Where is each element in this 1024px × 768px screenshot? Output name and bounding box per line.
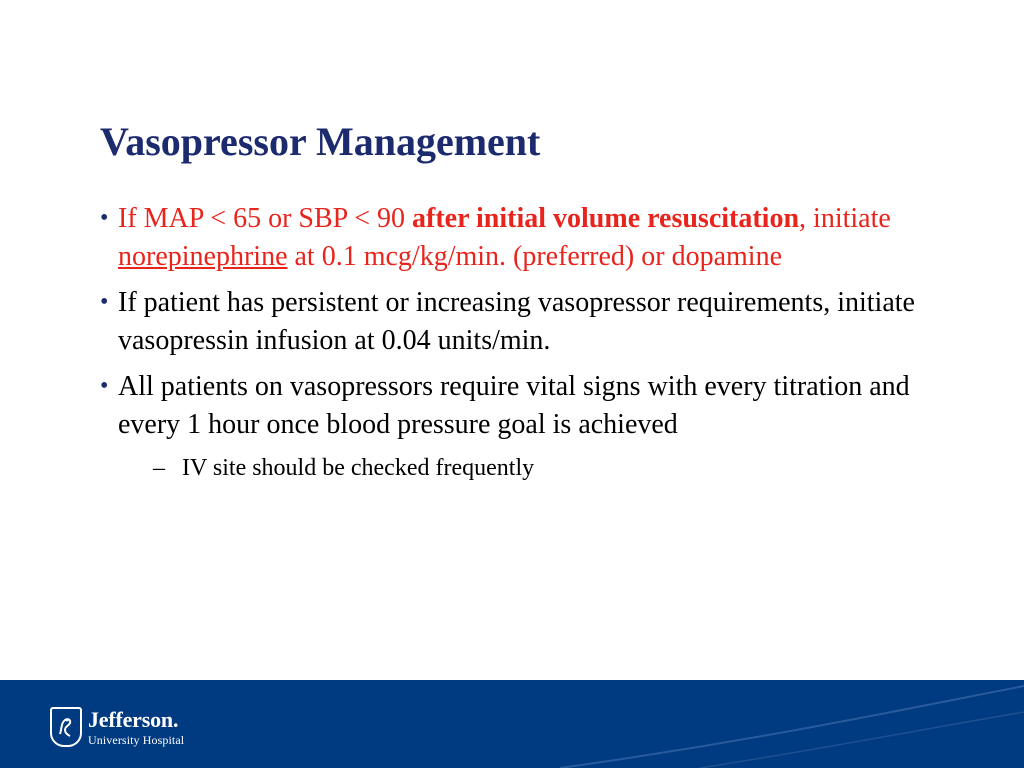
- bullet-marker: •: [100, 373, 109, 399]
- bullet-item: [100, 284, 920, 360]
- bullet-text: All patients on vasopressors require vital signs with every titration and every 1 hour once blood pressure goal is achieved: [118, 371, 910, 440]
- bullet-text: If patient has persistent or increasing vasopressor requirements, initiate vasopressin infusion at 0.04 units/min.: [118, 287, 915, 356]
- bullet-text-bold: after initial volume resuscitation: [412, 203, 800, 234]
- footer-bar: [0, 680, 1024, 768]
- jefferson-shield-icon: [50, 707, 82, 747]
- sub-bullet-marker: –: [153, 455, 165, 481]
- bullet-marker: •: [100, 289, 109, 315]
- bullet-item: [100, 200, 920, 276]
- bullet-text-part: , initiate: [799, 203, 891, 234]
- sub-bullet-item: [100, 452, 920, 484]
- logo-name: Jefferson.: [88, 706, 179, 732]
- bullet-marker: •: [100, 205, 109, 231]
- sub-bullet-text: IV site should be checked frequently: [182, 455, 535, 481]
- bullet-item: [100, 368, 920, 444]
- bullet-text-part: at 0.1 mcg/kg/min. (preferred) or dopamine: [287, 241, 782, 272]
- bullet-text-part: If MAP < 65 or SBP < 90: [118, 203, 412, 234]
- logo-subtitle: University Hospital: [88, 732, 185, 747]
- bullet-list: [100, 200, 920, 484]
- jefferson-logo: [50, 704, 184, 750]
- bullet-text-underline: norepinephrine: [118, 241, 288, 272]
- slide-title: Vasopressor Management: [100, 119, 541, 164]
